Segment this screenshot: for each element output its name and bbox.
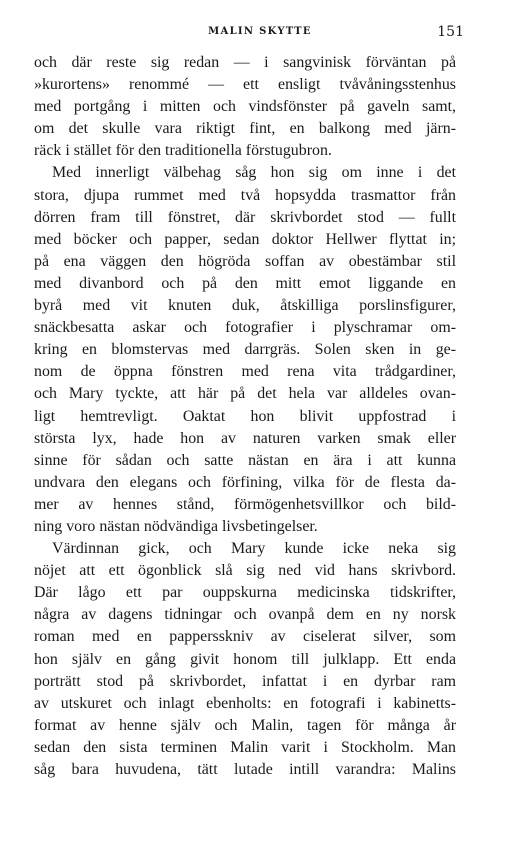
text-line: stora, djupa rummet med två hopsydda trasmattor från xyxy=(34,186,456,204)
text-line: av utskuret och inlagt ebenholts: en fotografi i kabinetts- xyxy=(34,694,456,712)
text-line: format av henne själv och Malin, tagen för många år xyxy=(34,716,456,734)
text-line: om det skulle vara riktigt fint, en balkong med järn- xyxy=(34,120,456,138)
text-line: räck i stället för den traditionella förstugubron. xyxy=(34,142,332,160)
text-line: byrå med vit knuten duk, åtskilliga porslinsfigurer, xyxy=(34,297,456,315)
text-line: »kurortens» renommé — ett ensligt tvåvåningsstenhus xyxy=(34,76,456,94)
running-title: MALIN SKYTTE xyxy=(208,26,312,37)
text-line: och Mary tyckte, att här på det hela var alldeles ovan- xyxy=(34,385,456,403)
running-head xyxy=(0,26,520,40)
text-line: nöjet att ett ögonblick slå sig ned vid hans skrivbord. xyxy=(34,562,456,580)
text-line: på ena väggen den högröda soffan av obestämbar stil xyxy=(34,252,456,270)
text-line: sedan den sista terminen Malin varit i Stockholm. Man xyxy=(34,738,456,756)
text-line: mer av hennes stånd, förmögenhetsvillkor och bild- xyxy=(34,495,456,513)
text-line: Med innerligt välbehag såg hon sig om inne i det xyxy=(52,164,456,182)
text-line: roman med en pappersskniv av ciselerat silver, som xyxy=(34,628,456,646)
text-line: med portgång i mitten och vindsfönster på gaveln samt, xyxy=(34,98,456,116)
text-line: några av dagens tidningar och ovanpå dem en ny norsk xyxy=(34,606,456,624)
text-line: med divanbord och på den mitt emot liggande en xyxy=(34,274,456,292)
text-line: snäckbesatta askar och fotografier i plyschramar om- xyxy=(34,319,456,337)
text-line: Där lågo ett par ouppskurna medicinska tidskrifter, xyxy=(34,584,456,602)
text-line: nom de öppna fönstren med rena vita trådgardiner, xyxy=(34,363,456,381)
text-line: med böcker och papper, sedan doktor Hellwer flyttat in; xyxy=(34,230,456,248)
text-line: Värdinnan gick, och Mary kunde icke neka sig xyxy=(52,540,456,558)
text-line: sinne för sådan och satte nästan en ära i att kunna xyxy=(34,451,456,469)
text-line: undvara den elegans och förfining, vilka för de flesta da- xyxy=(34,473,456,491)
page-number: 151 xyxy=(437,24,464,40)
text-line: såg bara huvudena, tätt lutade intill varandra: Malins xyxy=(34,761,456,778)
text-line: hon själv en gång givit honom till julklapp. Ett enda xyxy=(34,650,456,668)
text-line: största lyx, hade hon av naturen varken smak eller xyxy=(34,429,456,447)
text-line: ning voro nästan nödvändiga livsbetingelser. xyxy=(34,517,318,535)
text-line: porträtt stod på skrivbordet, infattat i en dyrbar ram xyxy=(34,672,456,690)
text-line: dörren fram till fönstret, där skrivbordet stod — fullt xyxy=(34,208,456,226)
text-line: ligt hemtrevligt. Oaktat hon blivit uppfostrad i xyxy=(34,407,456,425)
body-text xyxy=(34,52,456,781)
text-line: kring en blomstervas med darrgräs. Solen sken in ge- xyxy=(34,341,456,359)
text-line: och där reste sig redan — i sangvinisk förväntan på xyxy=(34,54,456,71)
